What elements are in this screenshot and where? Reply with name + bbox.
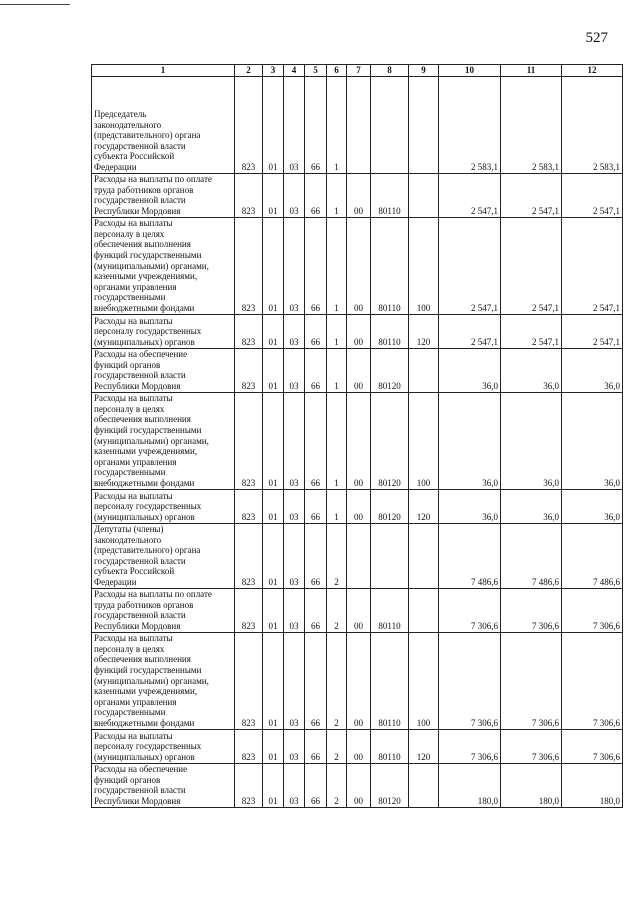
cell-col-11: 36,0 <box>501 392 562 489</box>
cell-col-3: 01 <box>263 729 284 763</box>
cell-col-7: 00 <box>347 173 371 217</box>
cell-col-12: 2 547,1 <box>562 173 623 217</box>
cell-col-12: 2 547,1 <box>562 217 623 314</box>
cell-col-8: 80110 <box>371 729 409 763</box>
cell-col-8: 80110 <box>371 173 409 217</box>
cell-col-2: 823 <box>235 763 263 807</box>
cell-col-5: 66 <box>305 76 327 173</box>
cell-col-6: 1 <box>327 76 347 173</box>
column-header-5: 5 <box>305 65 327 77</box>
cell-col-4: 03 <box>284 217 305 314</box>
row-name-cell: Расходы на обеспечение функций органов государственной власти Республики Мордовия <box>92 763 235 807</box>
table-row <box>92 348 623 392</box>
cell-col-2: 823 <box>235 523 263 588</box>
cell-col-9: 120 <box>409 489 439 523</box>
cell-col-10: 180,0 <box>439 763 501 807</box>
cell-col-5: 66 <box>305 348 327 392</box>
cell-col-5: 66 <box>305 729 327 763</box>
cell-col-11: 7 306,6 <box>501 729 562 763</box>
cell-col-8: 80120 <box>371 763 409 807</box>
cell-col-8 <box>371 523 409 588</box>
cell-col-6: 2 <box>327 632 347 729</box>
cell-col-12: 7 306,6 <box>562 632 623 729</box>
cell-col-5: 66 <box>305 217 327 314</box>
row-name-cell: Расходы на выплаты персоналу в целях обеспечения выполнения функций государственными (муниципальными) органами, казенными учреждениями, органами управления государственными внебюджетными фондами <box>92 632 235 729</box>
column-header-6: 6 <box>327 65 347 77</box>
row-name-cell: Расходы на выплаты персоналу государственных (муниципальных) органов <box>92 314 235 348</box>
column-header-12: 12 <box>562 65 623 77</box>
cell-col-12: 36,0 <box>562 489 623 523</box>
cell-col-5: 66 <box>305 314 327 348</box>
cell-col-7: 00 <box>347 348 371 392</box>
cell-col-6: 2 <box>327 729 347 763</box>
table-row <box>92 173 623 217</box>
row-name-cell: Расходы на выплаты персоналу в целях обеспечения выполнения функций государственными (муниципальными) органами, казенными учреждениями, органами управления государственными внебюджетными фондами <box>92 217 235 314</box>
cell-col-9 <box>409 763 439 807</box>
cell-col-9: 100 <box>409 632 439 729</box>
cell-col-7: 00 <box>347 763 371 807</box>
cell-col-4: 03 <box>284 729 305 763</box>
cell-col-12: 180,0 <box>562 763 623 807</box>
cell-col-3: 01 <box>263 217 284 314</box>
cell-col-7: 00 <box>347 588 371 632</box>
row-name-cell: Расходы на выплаты персоналу государственных (муниципальных) органов <box>92 729 235 763</box>
cell-col-8: 80120 <box>371 348 409 392</box>
cell-col-3: 01 <box>263 348 284 392</box>
cell-col-10: 7 306,6 <box>439 729 501 763</box>
cell-col-3: 01 <box>263 763 284 807</box>
cell-col-2: 823 <box>235 729 263 763</box>
cell-col-10: 36,0 <box>439 489 501 523</box>
cell-col-5: 66 <box>305 588 327 632</box>
row-name-cell: Депутаты (члены) законодательного (представительного) органа государственной власти субъекта Российской Федерации <box>92 523 235 588</box>
cell-col-5: 66 <box>305 173 327 217</box>
table-row <box>92 489 623 523</box>
cell-col-8: 80110 <box>371 632 409 729</box>
cell-col-12: 2 547,1 <box>562 314 623 348</box>
cell-col-10: 2 547,1 <box>439 217 501 314</box>
cell-col-11: 36,0 <box>501 348 562 392</box>
cell-col-10: 2 547,1 <box>439 173 501 217</box>
cell-col-4: 03 <box>284 348 305 392</box>
cell-col-4: 03 <box>284 523 305 588</box>
cell-col-10: 36,0 <box>439 348 501 392</box>
cell-col-6: 2 <box>327 763 347 807</box>
cell-col-9 <box>409 588 439 632</box>
cell-col-7: 00 <box>347 489 371 523</box>
cell-col-6: 1 <box>327 392 347 489</box>
cell-col-12: 36,0 <box>562 348 623 392</box>
cell-col-6: 1 <box>327 314 347 348</box>
cell-col-4: 03 <box>284 314 305 348</box>
row-name-cell: Расходы на выплаты по оплате труда работников органов государственной власти Республики Мордовия <box>92 588 235 632</box>
cell-col-9: 120 <box>409 314 439 348</box>
cell-col-12: 7 306,6 <box>562 729 623 763</box>
cell-col-9: 100 <box>409 217 439 314</box>
cell-col-4: 03 <box>284 76 305 173</box>
cell-col-3: 01 <box>263 523 284 588</box>
column-header-8: 8 <box>371 65 409 77</box>
row-name-cell: Расходы на выплаты персоналу в целях обеспечения выполнения функций государственными (муниципальными) органами, казенными учреждениями, органами управления государственными внебюджетными фондами <box>92 392 235 489</box>
table-row <box>92 632 623 729</box>
cell-col-8: 80110 <box>371 588 409 632</box>
cell-col-9: 100 <box>409 392 439 489</box>
cell-col-10: 7 306,6 <box>439 632 501 729</box>
table-row <box>92 76 623 173</box>
cell-col-10: 2 583,1 <box>439 76 501 173</box>
cell-col-12: 36,0 <box>562 392 623 489</box>
table-row <box>92 217 623 314</box>
cell-col-10: 36,0 <box>439 392 501 489</box>
cell-col-4: 03 <box>284 588 305 632</box>
cell-col-6: 1 <box>327 348 347 392</box>
table-row <box>92 314 623 348</box>
cell-col-9 <box>409 348 439 392</box>
cell-col-11: 7 306,6 <box>501 588 562 632</box>
cell-col-5: 66 <box>305 489 327 523</box>
column-header-3: 3 <box>263 65 284 77</box>
cell-col-10: 7 486,6 <box>439 523 501 588</box>
cell-col-9: 120 <box>409 729 439 763</box>
cell-col-5: 66 <box>305 632 327 729</box>
cell-col-5: 66 <box>305 523 327 588</box>
column-header-2: 2 <box>235 65 263 77</box>
cell-col-6: 1 <box>327 489 347 523</box>
cell-col-9 <box>409 173 439 217</box>
cell-col-3: 01 <box>263 173 284 217</box>
cell-col-7: 00 <box>347 217 371 314</box>
cell-col-2: 823 <box>235 314 263 348</box>
cell-col-8 <box>371 76 409 173</box>
table-row <box>92 392 623 489</box>
cell-col-12: 2 583,1 <box>562 76 623 173</box>
row-name-cell: Расходы на выплаты по оплате труда работников органов государственной власти Республики Мордовия <box>92 173 235 217</box>
budget-table <box>91 64 623 808</box>
cell-col-7 <box>347 523 371 588</box>
cell-col-6: 1 <box>327 173 347 217</box>
table-row <box>92 729 623 763</box>
cell-col-9 <box>409 76 439 173</box>
table-row <box>92 763 623 807</box>
column-header-4: 4 <box>284 65 305 77</box>
cell-col-6: 2 <box>327 523 347 588</box>
cell-col-11: 2 547,1 <box>501 314 562 348</box>
column-header-9: 9 <box>409 65 439 77</box>
column-header-1: 1 <box>92 65 235 77</box>
cell-col-11: 36,0 <box>501 489 562 523</box>
cell-col-2: 823 <box>235 348 263 392</box>
cell-col-8: 80120 <box>371 489 409 523</box>
cell-col-3: 01 <box>263 588 284 632</box>
cell-col-2: 823 <box>235 173 263 217</box>
top-rule <box>0 4 70 5</box>
cell-col-11: 7 486,6 <box>501 523 562 588</box>
cell-col-5: 66 <box>305 392 327 489</box>
cell-col-8: 80120 <box>371 392 409 489</box>
cell-col-4: 03 <box>284 489 305 523</box>
cell-col-6: 1 <box>327 217 347 314</box>
cell-col-12: 7 306,6 <box>562 588 623 632</box>
header-row <box>92 65 623 77</box>
cell-col-4: 03 <box>284 632 305 729</box>
cell-col-3: 01 <box>263 76 284 173</box>
cell-col-9 <box>409 523 439 588</box>
cell-col-12: 7 486,6 <box>562 523 623 588</box>
page-number: 527 <box>585 30 608 46</box>
cell-col-10: 2 547,1 <box>439 314 501 348</box>
cell-col-8: 80110 <box>371 217 409 314</box>
table-body <box>92 76 623 807</box>
cell-col-11: 2 547,1 <box>501 173 562 217</box>
cell-col-8: 80110 <box>371 314 409 348</box>
cell-col-3: 01 <box>263 632 284 729</box>
column-header-10: 10 <box>439 65 501 77</box>
column-header-7: 7 <box>347 65 371 77</box>
cell-col-5: 66 <box>305 763 327 807</box>
cell-col-3: 01 <box>263 392 284 489</box>
cell-col-11: 2 583,1 <box>501 76 562 173</box>
cell-col-10: 7 306,6 <box>439 588 501 632</box>
cell-col-3: 01 <box>263 489 284 523</box>
cell-col-2: 823 <box>235 76 263 173</box>
cell-col-2: 823 <box>235 392 263 489</box>
table-row <box>92 523 623 588</box>
row-name-cell: Председатель законодательного (представительного) органа государственной власти субъекта Российской Федерации <box>92 76 235 173</box>
cell-col-3: 01 <box>263 314 284 348</box>
row-name-cell: Расходы на обеспечение функций органов государственной власти Республики Мордовия <box>92 348 235 392</box>
cell-col-7: 00 <box>347 314 371 348</box>
cell-col-4: 03 <box>284 173 305 217</box>
cell-col-7: 00 <box>347 392 371 489</box>
cell-col-2: 823 <box>235 217 263 314</box>
cell-col-7: 00 <box>347 729 371 763</box>
row-name-cell: Расходы на выплаты персоналу государственных (муниципальных) органов <box>92 489 235 523</box>
cell-col-11: 2 547,1 <box>501 217 562 314</box>
cell-col-2: 823 <box>235 489 263 523</box>
cell-col-11: 7 306,6 <box>501 632 562 729</box>
cell-col-2: 823 <box>235 632 263 729</box>
cell-col-7 <box>347 76 371 173</box>
cell-col-7: 00 <box>347 632 371 729</box>
table-row <box>92 588 623 632</box>
cell-col-2: 823 <box>235 588 263 632</box>
column-header-11: 11 <box>501 65 562 77</box>
cell-col-11: 180,0 <box>501 763 562 807</box>
cell-col-4: 03 <box>284 763 305 807</box>
cell-col-4: 03 <box>284 392 305 489</box>
cell-col-6: 2 <box>327 588 347 632</box>
